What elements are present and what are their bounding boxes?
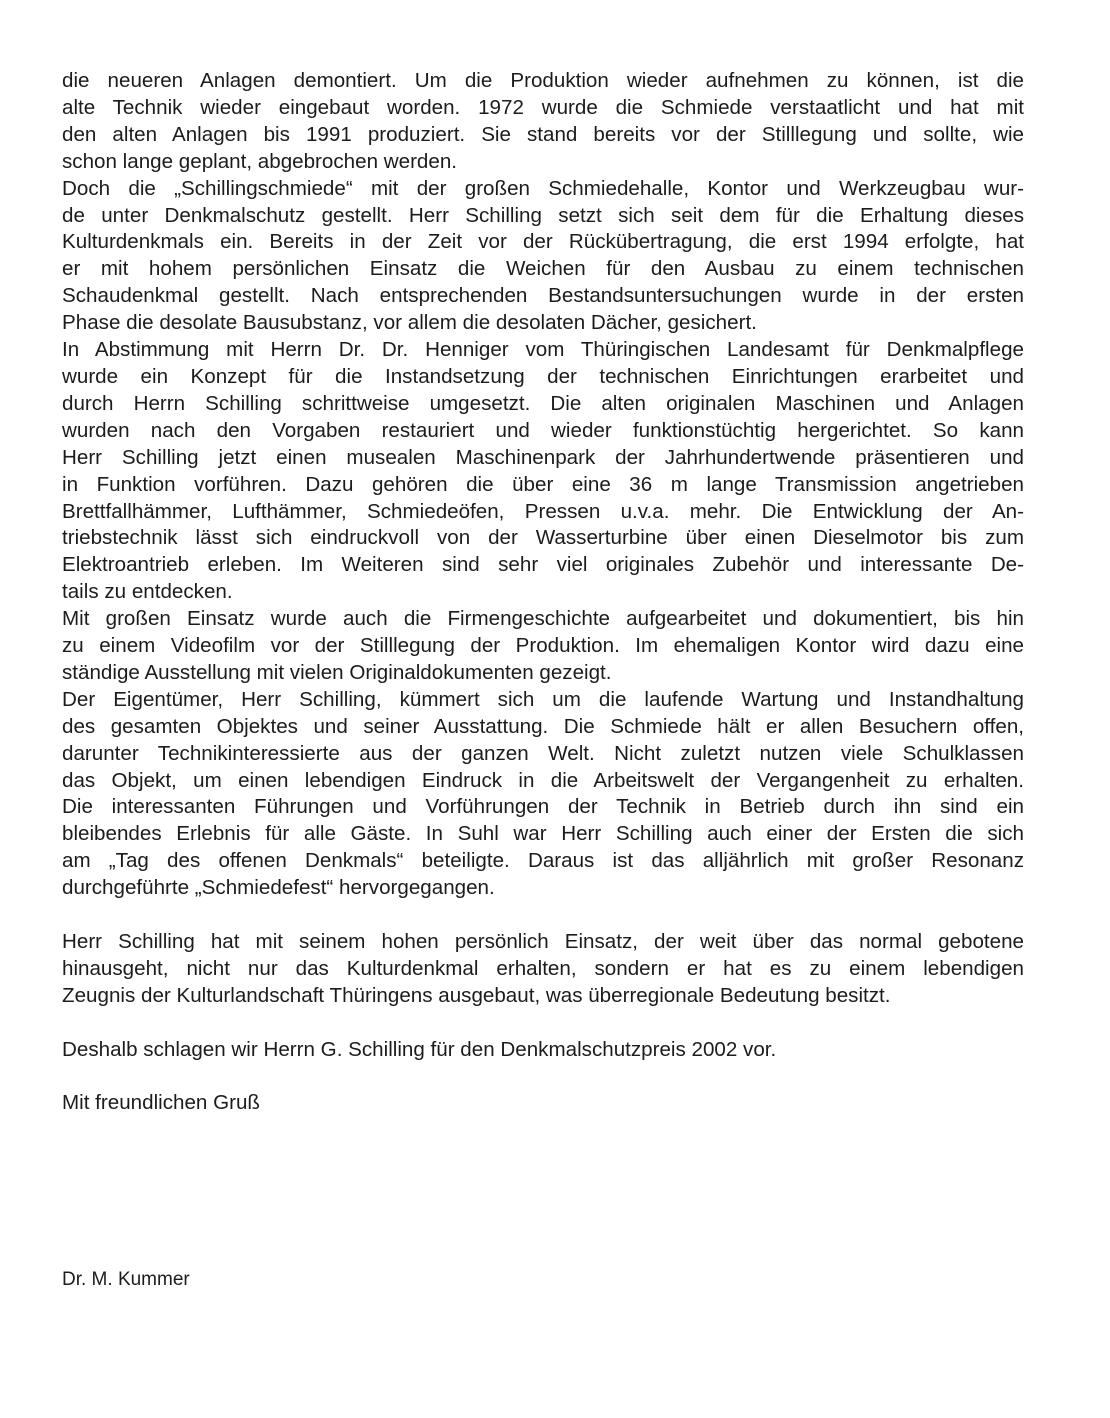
text-line: er mit hohem persönlichen Einsatz die Weichen für den Ausbau zu einem technischen xyxy=(62,257,1024,281)
text-line: Brettfallhämmer, Lufthämmer, Schmiedeöfen, Pressen u.v.a. mehr. Die Entwicklung der An- xyxy=(62,499,1024,523)
text-line: durch Herrn Schilling schrittweise umgesetzt. Die alten originalen Maschinen und Anlagen xyxy=(62,391,1024,415)
text-line: tails zu entdecken. xyxy=(62,580,233,604)
text-line: Doch die „Schillingschmiede“ mit der großen Schmiedehalle, Kontor und Werkzeugbau wur- xyxy=(62,176,1024,200)
paragraph-owner-maintenance xyxy=(62,687,1024,902)
text-line: Herr Schilling hat mit seinem hohen persönlich Einsatz, der weit über das normal gebotene xyxy=(62,929,1024,953)
text-line: Schaudenkmal gestellt. Nach entsprechenden Bestandsuntersuchungen wurde in der ersten xyxy=(62,284,1024,308)
text-line: den alten Anlagen bis 1991 produziert. Sie stand bereits vor der Stilllegung und sollte, wie xyxy=(62,122,1024,146)
text-line: Mit großen Einsatz wurde auch die Firmengeschichte aufgearbeitet und dokumentiert, bis hin xyxy=(62,607,1024,631)
signature-name: Dr. M. Kummer xyxy=(62,1269,190,1290)
text-line: triebstechnik lässt sich eindruckvoll von der Wasserturbine über einen Dieselmotor bis zum xyxy=(62,526,1024,550)
paragraph-spacer xyxy=(62,902,1024,929)
text-line: am „Tag des offenen Denkmals“ beteiligte. Daraus ist das alljährlich mit großer Resonanz xyxy=(62,849,1024,873)
text-line: darunter Technikinteressierte aus der ganzen Welt. Nicht zuletzt nutzen viele Schulklassen xyxy=(62,741,1024,765)
paragraph-monument-protection xyxy=(62,176,1024,337)
paragraph-restoration xyxy=(62,337,1024,606)
text-line: bleibendes Erlebnis für alle Gäste. In Suhl war Herr Schilling auch einer der Ersten die sich xyxy=(62,822,1024,846)
text-line: In Abstimmung mit Herrn Dr. Dr. Henniger vom Thüringischen Landesamt für Denkmalpflege xyxy=(62,338,1024,362)
text-line: Phase die desolate Bausubstanz, vor allem die desolaten Dächer, gesichert. xyxy=(62,311,757,335)
proposal-sentence: Deshalb schlagen wir Herrn G. Schilling für den Denkmalschutzpreis 2002 vor. xyxy=(62,1037,777,1061)
text-line: ständige Ausstellung mit vielen Originaldokumenten gezeigt. xyxy=(62,660,612,684)
text-line: das Objekt, um einen lebendigen Eindruck in die Arbeitswelt der Vergangenheit zu erhalten. xyxy=(62,768,1024,792)
text-line: Die interessanten Führungen und Vorführungen der Technik in Betrieb durch ihn sind ein xyxy=(62,795,1024,819)
letter-body xyxy=(62,68,1024,1117)
text-line: alte Technik wieder eingebaut worden. 1972 wurde die Schmiede verstaatlicht und hat mit xyxy=(62,95,1024,119)
text-line: zu einem Videofilm vor der Stilllegung der Produktion. Im ehemaligen Kontor wird dazu eine xyxy=(62,634,1024,658)
closing-greeting: Mit freundlichen Gruß xyxy=(62,1091,261,1115)
text-line: in Funktion vorführen. Dazu gehören die über eine 36 m lange Transmission angetrieben xyxy=(62,472,1024,496)
text-line: Elektroantrieb erleben. Im Weiteren sind sehr viel originales Zubehör und interessante De- xyxy=(62,553,1024,577)
text-line: wurden nach den Vorgaben restauriert und wieder funktionstüchtig hergerichtet. So kann xyxy=(62,418,1024,442)
text-line: de unter Denkmalschutz gestellt. Herr Schilling setzt sich seit dem für die Erhaltung dieses xyxy=(62,203,1024,227)
text-line: wurde ein Konzept für die Instandsetzung der technischen Einrichtungen erarbeitet und xyxy=(62,364,1024,388)
text-line: Herr Schilling jetzt einen musealen Maschinenpark der Jahrhundertwende präsentieren und xyxy=(62,445,1024,469)
text-line: die neueren Anlagen demontiert. Um die Produktion wieder aufnehmen zu können, ist die xyxy=(62,69,1024,92)
paragraph-demolition xyxy=(62,68,1024,176)
text-line: durchgeführte „Schmiedefest“ hervorgegangen. xyxy=(62,876,495,900)
text-line: Zeugnis der Kulturlandschaft Thüringens ausgebaut, was überregionale Bedeutung besitzt. xyxy=(62,983,891,1007)
paragraph-spacer xyxy=(62,1064,1024,1091)
paragraph-summary xyxy=(62,929,1024,1010)
paragraph-company-history xyxy=(62,606,1024,687)
text-line: Kulturdenkmals ein. Bereits in der Zeit vor der Rückübertragung, die erst 1994 erfolgte, hat xyxy=(62,230,1024,254)
text-line: Der Eigentümer, Herr Schilling, kümmert sich um die laufende Wartung und Instandhaltung xyxy=(62,687,1024,711)
text-line: hinausgeht, nicht nur das Kulturdenkmal erhalten, sondern er hat es zu einem lebendigen xyxy=(62,956,1024,980)
text-line: schon lange geplant, abgebrochen werden. xyxy=(62,149,458,173)
paragraph-spacer xyxy=(62,1010,1024,1037)
text-line: des gesamten Objektes und seiner Ausstattung. Die Schmiede hält er allen Besuchern offen, xyxy=(62,714,1024,738)
